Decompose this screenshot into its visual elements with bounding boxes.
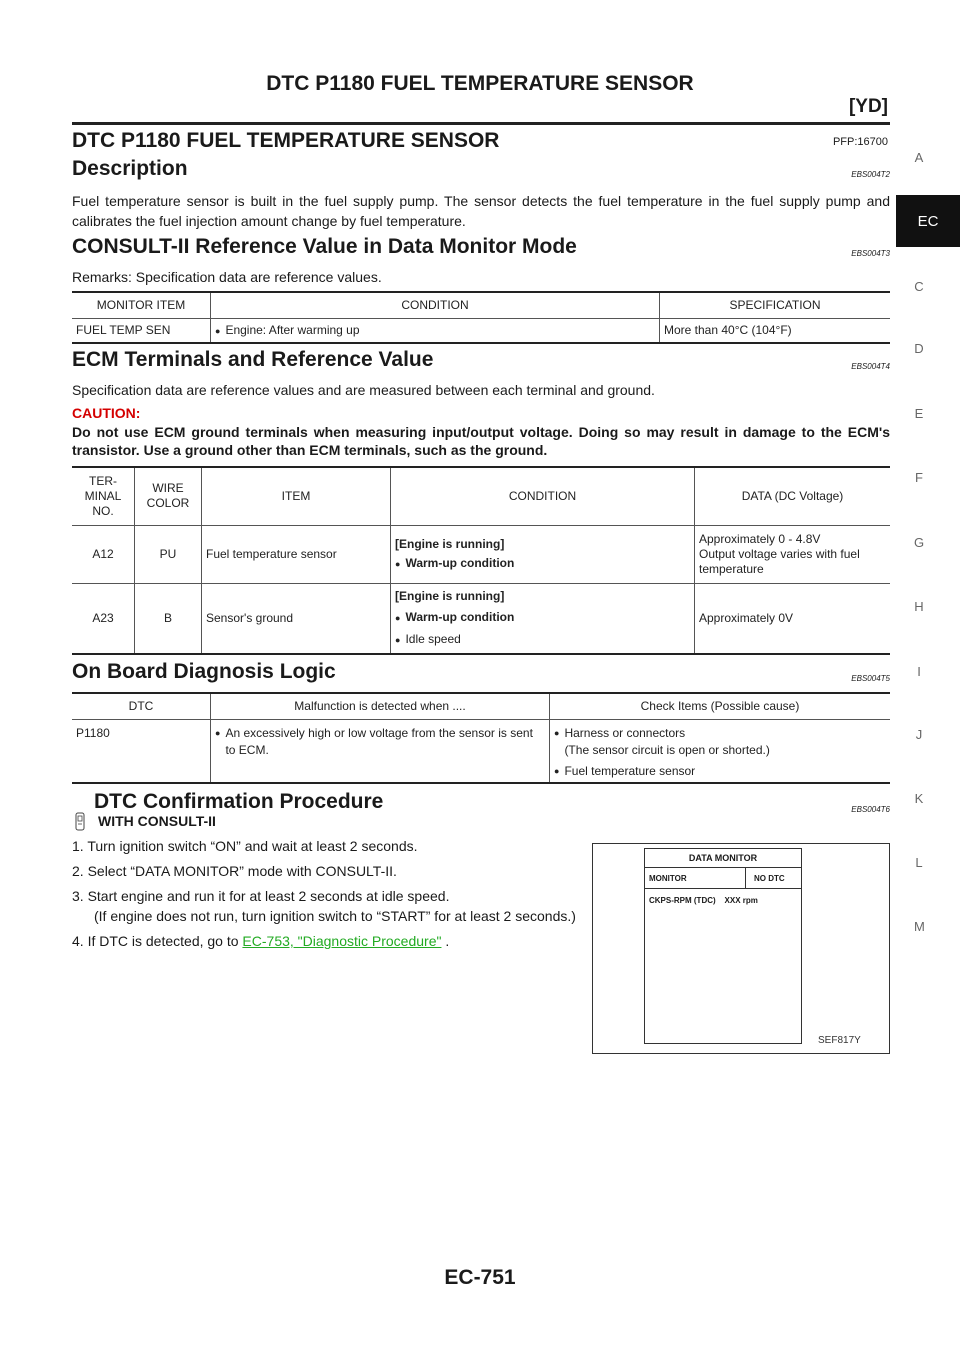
figure-ref: SEF817Y	[818, 1035, 861, 1046]
data-monitor-screen	[644, 848, 802, 1044]
ecm-heading: ECM Terminals and Reference Value	[72, 348, 434, 371]
obd-check-item: Harness or connectors (The sensor circuit is open or shorted.)	[564, 725, 770, 757]
ecm-condition-head: [Engine is running]	[395, 536, 505, 551]
ecm-col-header: DATA (DC Voltage)	[695, 467, 891, 525]
ecm-table	[72, 466, 890, 655]
ecm-text: Specification data are reference values and are measured between each terminal and ground.	[72, 382, 655, 398]
consult-remarks: Remarks: Specification data are reference values.	[72, 269, 382, 285]
caution-label: CAUTION:	[72, 405, 141, 421]
header-rule	[72, 122, 890, 125]
monitor-data-row: CKPS-RPM (TDC) XXX rpm	[649, 896, 758, 905]
ecm-item: Sensor's ground	[202, 583, 391, 654]
ecm-terminal: A12	[72, 525, 135, 583]
section-title: DTC P1180 FUEL TEMPERATURE SENSOR	[72, 129, 500, 152]
obd-malfunction: An excessively high or low voltage from the sensor is sent to ECM.	[225, 725, 533, 757]
ecm-item: Fuel temperature sensor	[202, 525, 391, 583]
ecm-condition: ● Warm-up condition	[395, 610, 514, 624]
consult-col-header: MONITOR ITEM	[72, 292, 211, 318]
side-tab-k[interactable]: K	[914, 791, 924, 806]
ecm-col-header: TER- MINAL NO.	[72, 467, 135, 525]
side-tab-f[interactable]: F	[915, 470, 923, 485]
table-row	[72, 525, 890, 583]
side-tab-j[interactable]: J	[915, 727, 923, 742]
obd-col-header: Check Items (Possible cause)	[550, 693, 891, 719]
side-tab-ec[interactable]: EC	[896, 195, 960, 247]
pfp-code: PFP:16700	[832, 136, 888, 148]
model-code: [YD]	[848, 96, 888, 117]
confirmation-heading: DTC Confirmation Procedure	[94, 790, 384, 813]
consult-cell: FUEL TEMP SEN	[76, 323, 171, 338]
description-heading: Description	[72, 157, 188, 180]
consult-table	[72, 291, 890, 344]
consult-heading: CONSULT-II Reference Value in Data Monitor Mode	[72, 235, 577, 258]
table-row: P1180 ● An excessively high or low voltage from the sensor is sent to ECM. ● Harness or connectors (The sensor circuit is open or shorted.) ● Fuel temperature sensor	[72, 719, 890, 783]
procedure-steps	[72, 836, 592, 956]
side-tab-c[interactable]: C	[914, 279, 924, 294]
monitor-col: NO DTC	[754, 873, 785, 883]
ecm-terminal: A23	[92, 611, 114, 625]
obd-col-header: DTC	[72, 693, 211, 719]
obd-col-header: Malfunction is detected when ....	[211, 693, 550, 719]
obd-table	[72, 692, 890, 784]
description-code: EBS004T2	[851, 170, 890, 179]
ecm-code: EBS004T4	[851, 362, 890, 371]
confirmation-code: EBS004T6	[851, 805, 890, 814]
diagnostic-procedure-link[interactable]: EC-753, "Diagnostic Procedure"	[242, 933, 442, 949]
consult-col-header: SPECIFICATION	[660, 292, 891, 318]
procedure-step: 3. Start engine and run it for at least 2 seconds at idle speed. (If engine does not run, turn ignition switch to “START” for at least 2 seconds.)	[72, 888, 576, 924]
consult-tester-icon	[74, 812, 86, 832]
consult-code: EBS004T3	[851, 249, 890, 258]
obd-dtc: P1180	[76, 725, 110, 740]
side-tab-m[interactable]: M	[914, 919, 925, 934]
table-row	[72, 583, 890, 654]
side-tab-h[interactable]: H	[914, 599, 924, 614]
obd-check-item: Fuel temperature sensor	[564, 763, 696, 778]
procedure-step: 2. Select “DATA MONITOR” mode with CONSULT-II.	[72, 863, 397, 879]
step4-suffix: .	[441, 933, 450, 949]
ecm-condition: ● Warm-up condition	[395, 556, 514, 570]
side-tab-e[interactable]: E	[914, 406, 924, 421]
consult-cell: ● Engine: After warming up	[215, 323, 360, 337]
ecm-data: Approximately 0V	[695, 583, 891, 654]
ecm-col-header: CONDITION	[391, 467, 695, 525]
procedure-step: 1. Turn ignition switch “ON” and wait at least 2 seconds.	[72, 838, 418, 854]
ecm-col-header: WIRE COLOR	[135, 467, 202, 525]
confirmation-subheading: WITH CONSULT-II	[98, 813, 216, 829]
ecm-col-header: ITEM	[202, 467, 391, 525]
consult-cell: More than 40°C (104°F)	[660, 318, 891, 343]
caution-text: Do not use ECM ground terminals when measuring input/output voltage. Doing so may result in damage to the ECM's transistor. Use a ground other than ECM terminals, such as the ground.	[72, 424, 890, 458]
side-tab-i[interactable]: I	[917, 664, 921, 679]
obd-heading: On Board Diagnosis Logic	[72, 660, 336, 683]
ecm-condition-head: [Engine is running]	[395, 588, 505, 603]
ecm-wire-color: B	[135, 583, 202, 654]
header-title: DTC P1180 FUEL TEMPERATURE SENSOR	[266, 72, 694, 95]
obd-code: EBS004T5	[851, 674, 890, 683]
side-tab-l[interactable]: L	[915, 855, 923, 870]
side-tab-a[interactable]: A	[914, 150, 924, 165]
consult-col-header: CONDITION	[211, 292, 660, 318]
page-number: EC-751	[444, 1266, 516, 1289]
procedure-step	[72, 931, 592, 951]
ecm-condition: ● Idle speed	[395, 632, 461, 646]
monitor-title: DATA MONITOR	[645, 849, 801, 868]
description-text: Fuel temperature sensor is built in the fuel supply pump. The sensor detects the fuel temperature in the fuel supply pump and calibrates the fuel injection amount change by fuel temperature.	[72, 193, 890, 229]
side-tab-d[interactable]: D	[914, 341, 924, 356]
ecm-data: Approximately 0 - 4.8V Output voltage varies with fuel temperature	[695, 525, 891, 583]
ecm-wire-color: PU	[135, 525, 202, 583]
monitor-col: MONITOR	[645, 868, 746, 888]
step4-prefix: 4. If DTC is detected, go to	[72, 933, 243, 949]
side-tab-g[interactable]: G	[914, 535, 925, 550]
